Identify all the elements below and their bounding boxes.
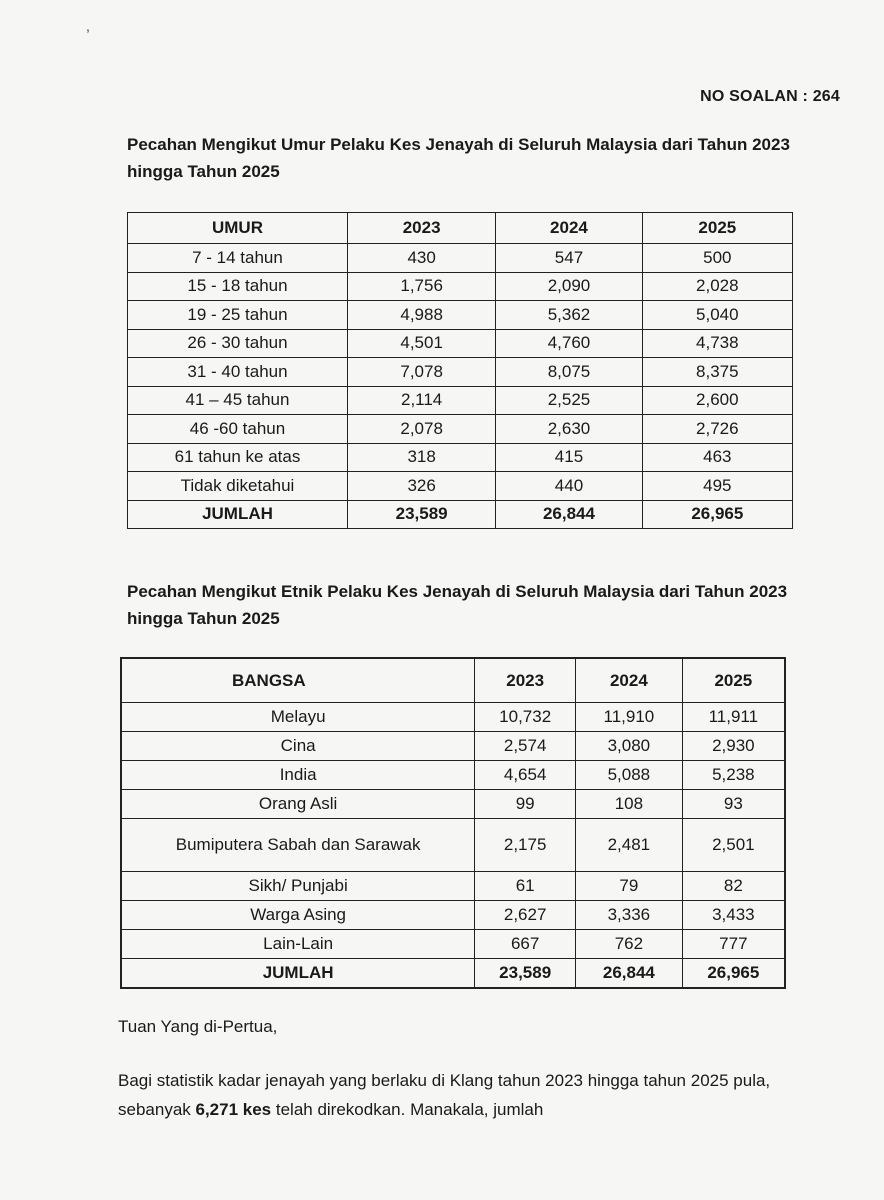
value-cell: 430 [347, 244, 495, 273]
value-cell: 2,028 [642, 272, 792, 301]
table-row [121, 703, 785, 732]
value-cell: 4,988 [347, 301, 495, 330]
value-cell: 11,910 [576, 703, 683, 732]
header-cell: 2024 [576, 658, 683, 703]
row-label-cell: 7 - 14 tahun [128, 244, 348, 273]
table-row [121, 790, 785, 819]
table-header-row [121, 658, 785, 703]
value-cell: 415 [496, 443, 642, 472]
row-label-cell: Cina [121, 732, 475, 761]
value-cell: 2,078 [347, 415, 495, 444]
value-cell: 5,088 [576, 761, 683, 790]
value-cell: 99 [475, 790, 576, 819]
ethnic-table-heading: Pecahan Mengikut Etnik Pelaku Kes Jenayah di Seluruh Malaysia dari Tahun 2023 hingga Tahun 2025 [127, 582, 788, 628]
table-row [128, 358, 793, 387]
header-cell: 2023 [475, 658, 576, 703]
age-breakdown-table [127, 212, 793, 529]
value-cell: 667 [475, 930, 576, 959]
value-cell: 4,738 [642, 329, 792, 358]
value-cell: 3,433 [682, 901, 785, 930]
row-label-cell: 46 -60 tahun [128, 415, 348, 444]
row-label-cell: Sikh/ Punjabi [121, 872, 475, 901]
value-cell: 10,732 [475, 703, 576, 732]
row-label-cell: 41 – 45 tahun [128, 386, 348, 415]
value-cell: 3,336 [576, 901, 683, 930]
value-cell: 7,078 [347, 358, 495, 387]
value-cell: 2,726 [642, 415, 792, 444]
table-row [128, 244, 793, 273]
paragraph-emphasis: 6,271 kes [195, 1100, 272, 1119]
total-value-cell: 26,965 [642, 500, 792, 529]
table-row [121, 872, 785, 901]
header-cell: 2024 [496, 213, 642, 244]
value-cell: 5,238 [682, 761, 785, 790]
value-cell: 8,075 [496, 358, 642, 387]
table-row [128, 272, 793, 301]
value-cell: 2,627 [475, 901, 576, 930]
value-cell: 5,362 [496, 301, 642, 330]
total-label-cell: JUMLAH [121, 959, 475, 989]
table-row [128, 415, 793, 444]
row-label-cell: Lain-Lain [121, 930, 475, 959]
table-row [128, 301, 793, 330]
table-row [128, 329, 793, 358]
total-value-cell: 26,844 [576, 959, 683, 989]
value-cell: 108 [576, 790, 683, 819]
total-value-cell: 23,589 [475, 959, 576, 989]
value-cell: 2,501 [682, 819, 785, 872]
value-cell: 440 [496, 472, 642, 501]
row-label-cell: 19 - 25 tahun [128, 301, 348, 330]
row-label-cell: Melayu [121, 703, 475, 732]
row-label-cell: 61 tahun ke atas [128, 443, 348, 472]
value-cell: 1,756 [347, 272, 495, 301]
total-row [121, 959, 785, 989]
ethnic-breakdown-table [120, 657, 786, 989]
value-cell: 8,375 [642, 358, 792, 387]
total-row [128, 500, 793, 529]
table-row [121, 901, 785, 930]
value-cell: 500 [642, 244, 792, 273]
value-cell: 61 [475, 872, 576, 901]
table-row [128, 472, 793, 501]
body-paragraph [118, 1066, 798, 1124]
table-row [121, 732, 785, 761]
value-cell: 762 [576, 930, 683, 959]
table-row [121, 761, 785, 790]
header-cell: 2023 [347, 213, 495, 244]
table-row [121, 819, 785, 872]
total-label-cell: JUMLAH [128, 500, 348, 529]
value-cell: 495 [642, 472, 792, 501]
value-cell: 2,630 [496, 415, 642, 444]
value-cell: 2,930 [682, 732, 785, 761]
age-table-heading: Pecahan Mengikut Umur Pelaku Kes Jenayah di Seluruh Malaysia dari Tahun 2023 hingga Tahun 2025 [127, 135, 790, 181]
row-label-cell: Bumiputera Sabah dan Sarawak [121, 819, 475, 872]
row-label-cell: 26 - 30 tahun [128, 329, 348, 358]
table-header-row [128, 213, 793, 244]
total-value-cell: 26,844 [496, 500, 642, 529]
value-cell: 4,760 [496, 329, 642, 358]
value-cell: 2,114 [347, 386, 495, 415]
value-cell: 326 [347, 472, 495, 501]
table-row [128, 386, 793, 415]
value-cell: 2,481 [576, 819, 683, 872]
salutation: Tuan Yang di-Pertua, [118, 1017, 278, 1036]
table-row [121, 930, 785, 959]
header-cell: UMUR [128, 213, 348, 244]
value-cell: 3,080 [576, 732, 683, 761]
total-value-cell: 23,589 [347, 500, 495, 529]
value-cell: 777 [682, 930, 785, 959]
row-label-cell: India [121, 761, 475, 790]
value-cell: 2,574 [475, 732, 576, 761]
value-cell: 4,654 [475, 761, 576, 790]
table-row [128, 443, 793, 472]
value-cell: 2,090 [496, 272, 642, 301]
row-label-cell: Orang Asli [121, 790, 475, 819]
row-label-cell: Tidak diketahui [128, 472, 348, 501]
header-cell: 2025 [642, 213, 792, 244]
header-cell: BANGSA [121, 658, 475, 703]
value-cell: 547 [496, 244, 642, 273]
row-label-cell: 31 - 40 tahun [128, 358, 348, 387]
value-cell: 82 [682, 872, 785, 901]
margin-mark: , [86, 18, 90, 34]
value-cell: 11,911 [682, 703, 785, 732]
value-cell: 2,175 [475, 819, 576, 872]
value-cell: 2,525 [496, 386, 642, 415]
value-cell: 463 [642, 443, 792, 472]
total-value-cell: 26,965 [682, 959, 785, 989]
value-cell: 318 [347, 443, 495, 472]
row-label-cell: Warga Asing [121, 901, 475, 930]
value-cell: 79 [576, 872, 683, 901]
header-cell: 2025 [682, 658, 785, 703]
row-label-cell: 15 - 18 tahun [128, 272, 348, 301]
paragraph-text: telah direkodkan. Manakala, jumlah [271, 1100, 544, 1119]
value-cell: 4,501 [347, 329, 495, 358]
value-cell: 5,040 [642, 301, 792, 330]
value-cell: 2,600 [642, 386, 792, 415]
question-number: NO SOALAN : 264 [700, 88, 840, 105]
value-cell: 93 [682, 790, 785, 819]
paragraph-text: Bagi statistik kadar jenayah yang berlaku di Klang tahun 2023 hingga tahun 2025 pula, sebanyak [118, 1071, 771, 1119]
